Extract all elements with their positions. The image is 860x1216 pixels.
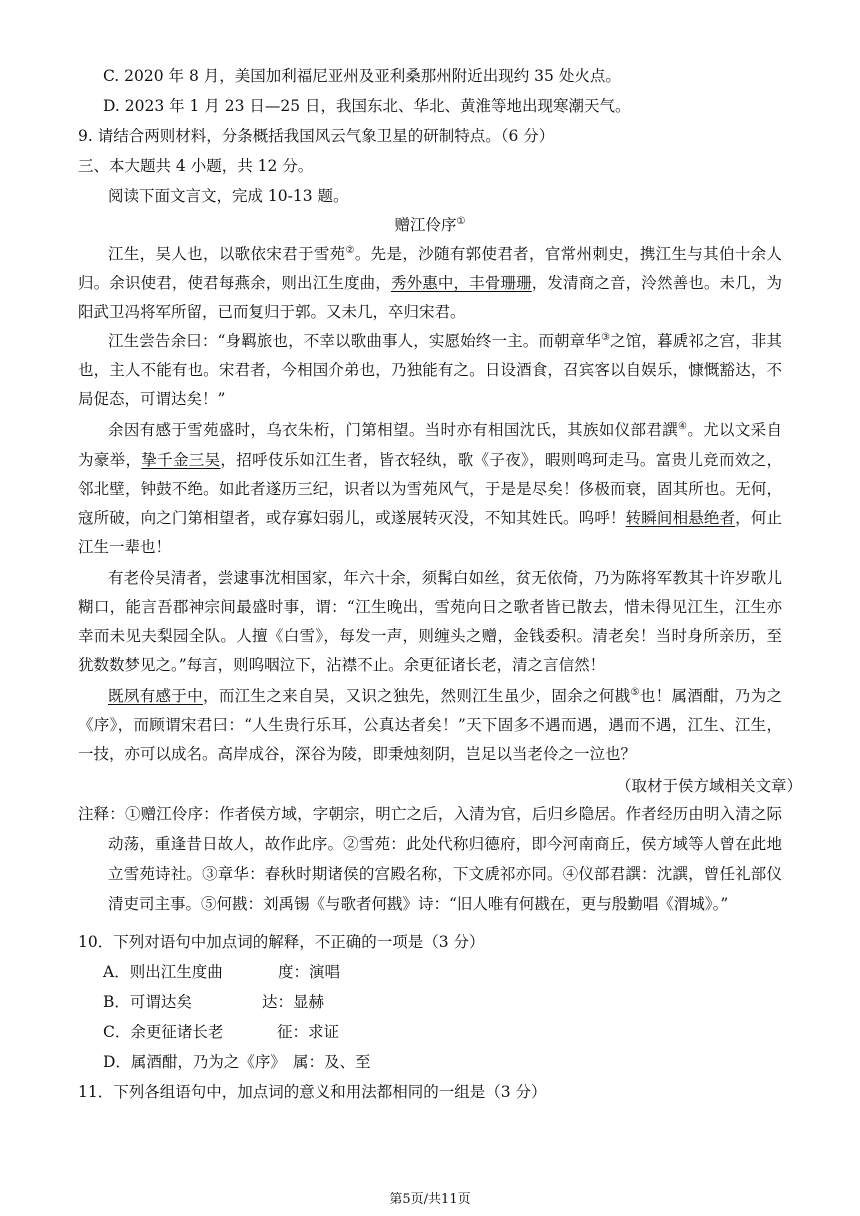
passage-title-text: 赠江伶序 — [394, 216, 457, 234]
p5-line-1: 既夙有感于中，而江生之来自吴，又识之独先，然则江生虽少，固余之何戡⑤也！属酒酣，乃为之 — [108, 686, 782, 705]
notes-line-3: 立雪苑诗社。③章华：春秋时期诸侯的宫殿名称，下文虒祁亦同。④仪部君譔：沈譔，曾任礼部仪 — [108, 865, 782, 883]
p5-line-2: 《序》，而顾谓宋君曰：“人生贵行乐耳，公真达者矣！”天下固多不遇而遇，遇而不遇，江生、江生， — [78, 716, 782, 734]
p1-line-2: 归。余识使君，使君每燕余，则出江生度曲，秀外惠中，丰骨珊珊，发清商之音，泠然善也。未几，为 — [78, 274, 782, 292]
notes-line-4: 清吏司主事。⑤何戡：刘禹锡《与歌者何戡》诗：“旧人唯有何戡在，更与殷勤唱《渭城》。” — [108, 895, 729, 913]
q10-option-d-gloss: 属：及、至 — [293, 1053, 371, 1071]
q10-option-a-gloss: 度：演唱 — [278, 963, 341, 981]
underlined-phrase-3: 转瞬间相悬绝者 — [625, 509, 736, 527]
section-3-heading: 三、本大题共 4 小题，共 12 分。 — [78, 157, 314, 175]
q10-option-a: A．则出江生度曲 — [103, 963, 223, 981]
footnote-mark-3: ③ — [600, 331, 611, 343]
p2-line-1: 江生尝告余曰：“身羁旅也，不幸以歌曲事人，实愿始终一主。而朝章华③之馆，暮虒祁之宫，非其 — [108, 331, 782, 350]
q10-option-c-gloss: 征：求证 — [277, 1023, 340, 1041]
p3-line-4: 寇所破，向之门第相望者，或存寡妇弱儿，或遂展转灭没，不知其姓氏。呜呼！转瞬间相悬绝者，何止 — [78, 509, 782, 527]
source-attribution: （取材于侯方域相关文章） — [615, 777, 802, 795]
p3-line-2: 为豪举，挚千金三吴，招呼伎乐如江生者，皆衣轻纨，歌《子夜》，暇则鸣珂走马。富贵儿竞而效之， — [78, 451, 782, 469]
notes-line-1: 注释：①赠江伶序：作者侯方域，字朝宗，明亡之后，入清为官，后归乡隐居。作者经历由明入清之际 — [78, 805, 782, 823]
option-c-line: C. 2020 年 8 月，美国加利福尼亚州及亚利桑那州附近出现约 35 处火点。 — [103, 67, 621, 85]
p3-line-1: 余因有感于雪苑盛时，乌衣朱桁，门第相望。当时亦有相国沈氏，其族如仪部君譔④。尤以文采自 — [108, 420, 782, 439]
q10-option-d: D．属酒酣，乃为之《序》 — [103, 1053, 286, 1071]
footnote-mark-5: ⑤ — [630, 686, 640, 698]
p3-line-3: 邻北壁，钟鼓不绝。如此者遂历三纪，识者以为雪苑风气，于是是尽矣！侈极而衰，固其所也。无何， — [78, 480, 782, 498]
passage-title — [0, 213, 860, 235]
notes-line-2: 动荡，重逢昔日故人，故作此序。②雪苑：此处代称归德府，即今河南商丘，侯方域等人曾在此地 — [108, 835, 782, 853]
question-9: 9. 请结合两则材料，分条概括我国风云气象卫星的研制特点。（6 分） — [78, 127, 555, 145]
footnote-mark-4: ④ — [678, 420, 688, 432]
title-footnote-mark: ① — [456, 215, 466, 227]
page-footer: 第5页/共11页 — [389, 1192, 471, 1207]
p4-line-1: 有老伶吴清者，尝逮事沈相国家，年六十余，须髯白如丝，贫无依倚，乃为陈将军教其十许岁歌儿 — [108, 569, 782, 587]
q10-option-c: C．余更征诸长老 — [103, 1023, 224, 1041]
q10-option-b-gloss: 达：显赫 — [262, 993, 325, 1011]
p3-line-5: 江生一辈也！ — [78, 538, 172, 556]
q10-option-b: B．可谓达矣 — [103, 993, 192, 1011]
underlined-phrase-1: 秀外惠中，丰骨珊珊 — [390, 274, 532, 292]
question-11: 11．下列各组语句中，加点词的意义和用法都相同的一组是（3 分） — [78, 1083, 547, 1101]
underlined-phrase-2: 挚千金三吴 — [141, 451, 221, 469]
p1-line-3: 阳武卫冯将军所留，已而复归于郭。又未几，卒归宋君。 — [78, 303, 466, 321]
p5-line-3: 一技，亦可以成名。高岸成谷，深谷为陵，即秉烛刻阴，岂足以当老伶之一泣也？ — [78, 745, 637, 763]
p4-line-2: 糊口，能言吾郡神宗间最盛时事，谓：“江生晚出，雪苑向日之歌者皆已散去，惜未得见江生，江生亦 — [78, 598, 782, 616]
option-d-line: D. 2023 年 1 月 23 日—25 日，我国东北、华北、黄淮等地出现寒潮天气。 — [103, 97, 631, 115]
question-10: 10．下列对语句中加点词的解释，不正确的一项是（3 分） — [78, 933, 485, 951]
p4-line-4: 犹数数梦见之。”每言，则呜咽泣下，沾襟不止。余更征诸长老，清之言信然！ — [78, 656, 606, 674]
reading-instruction: 阅读下面文言文，完成 10-13 题。 — [108, 187, 349, 205]
p2-line-2: 也，主人不能有也。宋君者，今相国介弟也，乃独能有之。日设酒食，召宾客以自娱乐，慷慨豁达，不 — [78, 361, 782, 379]
p4-line-3: 幸而未见夫梨园全队。人擅《白雪》，每发一声，则缠头之赠，金钱委积。清老矣！当时身所亲历，至 — [78, 627, 782, 645]
underlined-phrase-4: 既夙有感于中 — [108, 687, 203, 705]
p2-line-3: 局促态，可谓达矣！” — [78, 390, 226, 408]
footnote-mark-2: ② — [345, 244, 355, 256]
p1-line-1: 江生，吴人也，以歌依宋君于雪苑②。先是，沙随有郭使君者，官常州刺史，携江生与其伯十余人 — [108, 244, 782, 263]
